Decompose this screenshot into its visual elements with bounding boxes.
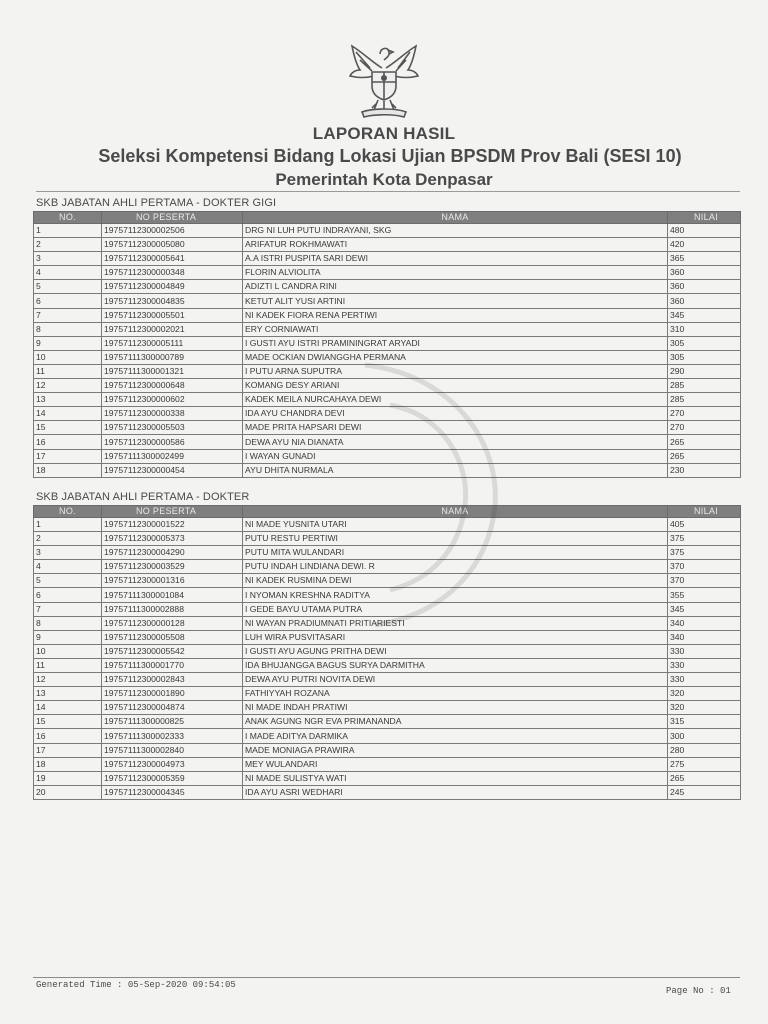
table-row (34, 687, 741, 701)
table-row (34, 729, 741, 743)
cell-peserta: 19757112300000586 (102, 435, 243, 449)
cell-peserta: 19757112300000454 (102, 463, 243, 477)
cell-no: 9 (34, 336, 102, 350)
cell-no: 11 (34, 658, 102, 672)
cell-nama: DRG NI LUH PUTU INDRAYANI, SKG (243, 224, 668, 238)
cell-nama: PUTU INDAH LINDIANA DEWI. R (243, 560, 668, 574)
cell-nilai: 290 (668, 364, 741, 378)
cell-nama: I WAYAN GUNADI (243, 449, 668, 463)
cell-nama: NI WAYAN PRADIUMNATI PRITIARIESTI (243, 616, 668, 630)
cell-peserta: 19757112300005080 (102, 238, 243, 252)
footer-divider (33, 977, 740, 978)
cell-no: 20 (34, 785, 102, 799)
cell-nilai: 355 (668, 588, 741, 602)
cell-nama: MADE OCKIAN DWIANGGHA PERMANA (243, 350, 668, 364)
cell-peserta: 19757112300003529 (102, 560, 243, 574)
cell-nilai: 285 (668, 393, 741, 407)
cell-no: 6 (34, 294, 102, 308)
cell-nama: I GUSTI AYU ISTRI PRAMININGRAT ARYADI (243, 336, 668, 350)
cell-nama: NI MADE INDAH PRATIWI (243, 701, 668, 715)
cell-nilai: 245 (668, 785, 741, 799)
results-table-dokter (33, 505, 741, 800)
cell-no: 3 (34, 546, 102, 560)
cell-nilai: 230 (668, 463, 741, 477)
cell-no: 11 (34, 364, 102, 378)
table-row (34, 785, 741, 799)
cell-peserta: 19757111300001084 (102, 588, 243, 602)
cell-nilai: 340 (668, 616, 741, 630)
cell-nilai: 360 (668, 280, 741, 294)
cell-no: 17 (34, 743, 102, 757)
cell-peserta: 19757112300005359 (102, 771, 243, 785)
table-row (34, 435, 741, 449)
cell-nilai: 365 (668, 252, 741, 266)
cell-peserta: 19757112300004973 (102, 757, 243, 771)
cell-nama: IDA AYU ASRI WEDHARI (243, 785, 668, 799)
column-header-no: NO. (34, 506, 102, 518)
cell-peserta: 19757111300002888 (102, 602, 243, 616)
cell-nilai: 315 (668, 715, 741, 729)
column-header-nilai: NILAI (668, 506, 741, 518)
cell-no: 13 (34, 393, 102, 407)
cell-nilai: 375 (668, 546, 741, 560)
cell-nilai: 310 (668, 322, 741, 336)
cell-nama: MEY WULANDARI (243, 757, 668, 771)
cell-peserta: 19757112300000648 (102, 379, 243, 393)
table-row (34, 449, 741, 463)
cell-peserta: 19757112300005542 (102, 644, 243, 658)
generated-time: Generated Time : 05-Sep-2020 09:54:05 (36, 980, 236, 990)
column-header-peserta: NO PESERTA (102, 212, 243, 224)
cell-nilai: 265 (668, 449, 741, 463)
cell-no: 9 (34, 630, 102, 644)
cell-peserta: 19757111300001321 (102, 364, 243, 378)
table-row (34, 588, 741, 602)
table-row (34, 252, 741, 266)
cell-nama: MADE MONIAGA PRAWIRA (243, 743, 668, 757)
table-body (34, 518, 741, 800)
cell-peserta: 19757112300005641 (102, 252, 243, 266)
table-row (34, 771, 741, 785)
table-row (34, 574, 741, 588)
cell-no: 14 (34, 407, 102, 421)
cell-peserta: 19757112300005508 (102, 630, 243, 644)
cell-nama: FLORIN ALVIOLITA (243, 266, 668, 280)
table-row (34, 701, 741, 715)
cell-no: 1 (34, 518, 102, 532)
cell-nilai: 265 (668, 771, 741, 785)
cell-nilai: 285 (668, 379, 741, 393)
cell-peserta: 19757112300000348 (102, 266, 243, 280)
cell-nilai: 265 (668, 435, 741, 449)
table-row (34, 294, 741, 308)
cell-no: 2 (34, 532, 102, 546)
cell-nama: I NYOMAN KRESHNA RADITYA (243, 588, 668, 602)
cell-no: 15 (34, 421, 102, 435)
page-number: Page No : 01 (666, 986, 731, 996)
cell-peserta: 19757112300001316 (102, 574, 243, 588)
cell-nilai: 360 (668, 266, 741, 280)
table-row (34, 560, 741, 574)
cell-nilai: 320 (668, 687, 741, 701)
column-header-nama: NAMA (243, 212, 668, 224)
cell-nama: MADE PRITA HAPSARI DEWI (243, 421, 668, 435)
cell-no: 18 (34, 757, 102, 771)
cell-nama: FATHIYYAH ROZANA (243, 687, 668, 701)
table-row (34, 757, 741, 771)
cell-nilai: 330 (668, 644, 741, 658)
cell-peserta: 19757111300002333 (102, 729, 243, 743)
table-row (34, 658, 741, 672)
cell-peserta: 19757111300002499 (102, 449, 243, 463)
cell-nama: AYU DHITA NURMALA (243, 463, 668, 477)
cell-nilai: 270 (668, 407, 741, 421)
cell-nama: IDA BHUJANGGA BAGUS SURYA DARMITHA (243, 658, 668, 672)
cell-peserta: 19757112300005373 (102, 532, 243, 546)
cell-peserta: 19757112300000338 (102, 407, 243, 421)
table-row (34, 393, 741, 407)
header-divider (36, 191, 740, 192)
cell-nama: DEWA AYU NIA DIANATA (243, 435, 668, 449)
report-subtitle: Seleksi Kompetensi Bidang Lokasi Ujian BPSDM Prov Bali (SESI 10) (98, 146, 682, 166)
cell-peserta: 19757112300002506 (102, 224, 243, 238)
table-row (34, 616, 741, 630)
cell-nama: ARIFATUR ROKHMAWATI (243, 238, 668, 252)
cell-no: 16 (34, 435, 102, 449)
cell-no: 2 (34, 238, 102, 252)
cell-nama: A.A ISTRI PUSPITA SARI DEWI (243, 252, 668, 266)
cell-nama: KOMANG DESY ARIANI (243, 379, 668, 393)
cell-peserta: 19757112300001522 (102, 518, 243, 532)
cell-nama: NI KADEK FIORA RENA PERTIWI (243, 308, 668, 322)
cell-nama: ANAK AGUNG NGR EVA PRIMANANDA (243, 715, 668, 729)
cell-nama: NI KADEK RUSMINA DEWI (243, 574, 668, 588)
cell-peserta: 19757112300004835 (102, 294, 243, 308)
table-row (34, 238, 741, 252)
cell-no: 17 (34, 449, 102, 463)
cell-no: 4 (34, 266, 102, 280)
table-body (34, 224, 741, 478)
cell-nilai: 270 (668, 421, 741, 435)
cell-nama: I GUSTI AYU AGUNG PRITHA DEWI (243, 644, 668, 658)
cell-nilai: 320 (668, 701, 741, 715)
cell-peserta: 19757112300002021 (102, 322, 243, 336)
cell-nilai: 345 (668, 308, 741, 322)
cell-nilai: 370 (668, 560, 741, 574)
cell-peserta: 19757112300005111 (102, 336, 243, 350)
cell-no: 12 (34, 673, 102, 687)
cell-nama: DEWA AYU PUTRI NOVITA DEWI (243, 673, 668, 687)
cell-no: 15 (34, 715, 102, 729)
cell-nilai: 330 (668, 658, 741, 672)
cell-no: 7 (34, 308, 102, 322)
cell-nilai: 280 (668, 743, 741, 757)
cell-nilai: 405 (668, 518, 741, 532)
cell-no: 18 (34, 463, 102, 477)
cell-peserta: 19757111300001770 (102, 658, 243, 672)
cell-no: 14 (34, 701, 102, 715)
cell-nilai: 370 (668, 574, 741, 588)
garuda-emblem-icon (344, 38, 424, 120)
cell-no: 8 (34, 616, 102, 630)
cell-peserta: 19757112300004849 (102, 280, 243, 294)
cell-no: 6 (34, 588, 102, 602)
table-row (34, 715, 741, 729)
cell-nama: KADEK MEILA NURCAHAYA DEWI (243, 393, 668, 407)
cell-nama: IDA AYU CHANDRA DEVI (243, 407, 668, 421)
section-title-dokter: SKB JABATAN AHLI PERTAMA - DOKTER (36, 491, 250, 503)
table-row (34, 350, 741, 364)
cell-no: 8 (34, 322, 102, 336)
cell-nama: I MADE ADITYA DARMIKA (243, 729, 668, 743)
cell-peserta: 19757112300002843 (102, 673, 243, 687)
cell-no: 16 (34, 729, 102, 743)
column-header-no: NO. (34, 212, 102, 224)
table-row (34, 518, 741, 532)
table-row (34, 463, 741, 477)
cell-nilai: 275 (668, 757, 741, 771)
cell-nama: NI MADE YUSNITA UTARI (243, 518, 668, 532)
cell-no: 5 (34, 280, 102, 294)
cell-nilai: 420 (668, 238, 741, 252)
cell-peserta: 19757112300000128 (102, 616, 243, 630)
table-row (34, 602, 741, 616)
cell-peserta: 19757112300004290 (102, 546, 243, 560)
table-row (34, 421, 741, 435)
cell-no: 7 (34, 602, 102, 616)
cell-nilai: 340 (668, 630, 741, 644)
table-header-row (34, 506, 741, 518)
cell-nilai: 330 (668, 673, 741, 687)
agency-name: Pemerintah Kota Denpasar (275, 170, 493, 189)
cell-peserta: 19757112300004874 (102, 701, 243, 715)
cell-nama: ADIZTI L CANDRA RINI (243, 280, 668, 294)
table-row (34, 407, 741, 421)
cell-nama: I PUTU ARNA SUPUTRA (243, 364, 668, 378)
table-row (34, 630, 741, 644)
cell-peserta: 19757112300005503 (102, 421, 243, 435)
table-row (34, 379, 741, 393)
table-row (34, 336, 741, 350)
cell-nama: LUH WIRA PUSVITASARI (243, 630, 668, 644)
table-row (34, 322, 741, 336)
cell-nama: I GEDE BAYU UTAMA PUTRA (243, 602, 668, 616)
section-title-dokter-gigi: SKB JABATAN AHLI PERTAMA - DOKTER GIGI (36, 197, 277, 209)
table-row (34, 532, 741, 546)
table-row (34, 546, 741, 560)
table-row (34, 280, 741, 294)
column-header-peserta: NO PESERTA (102, 506, 243, 518)
cell-no: 19 (34, 771, 102, 785)
table-row (34, 644, 741, 658)
report-title: LAPORAN HASIL (312, 124, 456, 143)
cell-peserta: 19757111300002840 (102, 743, 243, 757)
cell-nilai: 480 (668, 224, 741, 238)
table-row (34, 308, 741, 322)
table-row (34, 266, 741, 280)
cell-no: 13 (34, 687, 102, 701)
column-header-nilai: NILAI (668, 212, 741, 224)
table-row (34, 364, 741, 378)
cell-no: 12 (34, 379, 102, 393)
cell-nilai: 305 (668, 336, 741, 350)
cell-no: 10 (34, 644, 102, 658)
cell-no: 4 (34, 560, 102, 574)
cell-nama: PUTU MITA WULANDARI (243, 546, 668, 560)
cell-nilai: 360 (668, 294, 741, 308)
cell-peserta: 19757112300004345 (102, 785, 243, 799)
table-header-row (34, 212, 741, 224)
cell-nilai: 300 (668, 729, 741, 743)
cell-no: 10 (34, 350, 102, 364)
cell-peserta: 19757111300000789 (102, 350, 243, 364)
cell-nilai: 375 (668, 532, 741, 546)
table-row (34, 224, 741, 238)
cell-nilai: 345 (668, 602, 741, 616)
cell-peserta: 19757112300000602 (102, 393, 243, 407)
cell-no: 5 (34, 574, 102, 588)
cell-nama: PUTU RESTU PERTIWI (243, 532, 668, 546)
cell-peserta: 19757112300005501 (102, 308, 243, 322)
cell-nama: NI MADE SULISTYA WATI (243, 771, 668, 785)
cell-nama: ERY CORNIAWATI (243, 322, 668, 336)
table-row (34, 673, 741, 687)
table-row (34, 743, 741, 757)
cell-nilai: 305 (668, 350, 741, 364)
results-table-dokter-gigi (33, 211, 741, 478)
cell-peserta: 19757111300000825 (102, 715, 243, 729)
cell-no: 1 (34, 224, 102, 238)
cell-nama: KETUT ALIT YUSI ARTINI (243, 294, 668, 308)
cell-peserta: 19757112300001890 (102, 687, 243, 701)
cell-no: 3 (34, 252, 102, 266)
column-header-nama: NAMA (243, 506, 668, 518)
